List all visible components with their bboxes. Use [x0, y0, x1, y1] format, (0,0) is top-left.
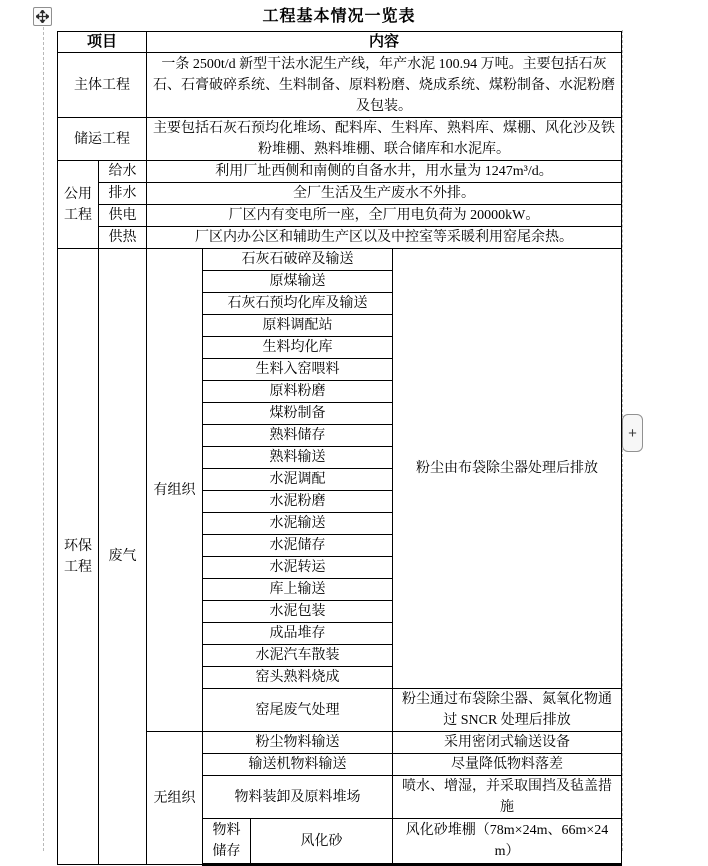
main-row-label: 储运工程	[58, 118, 147, 161]
emission-source: 生料入窑喂料	[203, 359, 393, 381]
organized-label: 有组织	[147, 249, 203, 732]
utility-row-label: 供电	[99, 205, 147, 227]
kiln-tail-treatment: 粉尘通过布袋除尘器、氮氧化物通过 SNCR 处理后排放	[393, 689, 622, 732]
unorganized-source: 粉尘物料输送	[203, 732, 393, 754]
storage-material: 风化砂	[251, 819, 393, 865]
waste-gas-label: 废气	[99, 249, 147, 865]
environment-label: 环保工程	[58, 249, 99, 865]
emission-source: 库上输送	[203, 579, 393, 601]
main-row-content: 主要包括石灰石预均化堆场、配料库、生料库、熟料库、煤棚、风化沙及铁粉堆棚、熟料堆棚、联合储库和水泥库。	[147, 118, 622, 161]
unorganized-source: 输送机物料输送	[203, 754, 393, 776]
utility-row-label: 排水	[99, 183, 147, 205]
emission-source: 煤粉制备	[203, 403, 393, 425]
storage-label: 物料储存	[203, 819, 251, 865]
emission-source: 水泥粉磨	[203, 491, 393, 513]
emission-source: 熟料输送	[203, 447, 393, 469]
emission-source: 生料均化库	[203, 337, 393, 359]
emission-source: 水泥输送	[203, 513, 393, 535]
unorganized-label: 无组织	[147, 732, 203, 865]
utility-row-content: 厂区内有变电所一座，全厂用电负荷为 20000kW。	[147, 205, 622, 227]
utility-row-label: 给水	[99, 161, 147, 183]
emission-source: 水泥包装	[203, 601, 393, 623]
page-title: 工程基本情况一览表	[262, 8, 416, 25]
storage-measure: 风化砂堆棚（78m×24m、66m×24m）	[393, 819, 622, 865]
utility-row-label: 供热	[99, 227, 147, 249]
emission-source: 原料调配站	[203, 315, 393, 337]
unorganized-measure: 尽量降低物料落差	[393, 754, 622, 776]
header-content: 内容	[147, 32, 622, 53]
emission-source: 水泥储存	[203, 535, 393, 557]
move-cross-icon	[36, 10, 49, 23]
utility-row-content: 利用厂址西侧和南侧的自备水井，用水量为 1247m³/d。	[147, 161, 622, 183]
main-row-label: 主体工程	[58, 53, 147, 118]
emission-source: 石灰石破碎及输送	[203, 249, 393, 271]
utility-row-content: 全厂生活及生产废水不外排。	[147, 183, 622, 205]
emission-source: 石灰石预均化库及输送	[203, 293, 393, 315]
unorganized-measure: 喷水、增湿，并采取围挡及毡盖措施	[393, 776, 622, 819]
text-boundary-left	[43, 27, 44, 851]
emission-source: 窑头熟料烧成	[203, 667, 393, 689]
unorganized-source: 物料装卸及原料堆场	[203, 776, 393, 819]
expand-panel-button[interactable]	[622, 414, 643, 452]
emission-source: 熟料储存	[203, 425, 393, 447]
unorganized-measure: 采用密闭式输送设备	[393, 732, 622, 754]
organized-treatment: 粉尘由布袋除尘器处理后排放	[393, 249, 622, 689]
emission-source: 成品堆存	[203, 623, 393, 645]
plus-icon: +	[628, 424, 637, 442]
header-project: 项目	[58, 32, 147, 53]
project-info-table	[57, 31, 622, 866]
utility-row-content: 厂区内办公区和辅助生产区以及中控室等采暖利用窑尾余热。	[147, 227, 622, 249]
kiln-tail-source: 窑尾废气处理	[203, 689, 393, 732]
emission-source: 水泥汽车散装	[203, 645, 393, 667]
utilities-label: 公用工程	[58, 161, 99, 249]
emission-source: 水泥转运	[203, 557, 393, 579]
emission-source: 原料粉磨	[203, 381, 393, 403]
emission-source: 原煤输送	[203, 271, 393, 293]
table-move-handle[interactable]	[33, 7, 52, 26]
main-row-content: 一条 2500t/d 新型干法水泥生产线，年产水泥 100.94 万吨。主要包括石灰石、石膏破碎系统、生料制备、原料粉磨、烧成系统、煤粉制备、水泥粉磨及包装。	[147, 53, 622, 118]
emission-source: 水泥调配	[203, 469, 393, 491]
